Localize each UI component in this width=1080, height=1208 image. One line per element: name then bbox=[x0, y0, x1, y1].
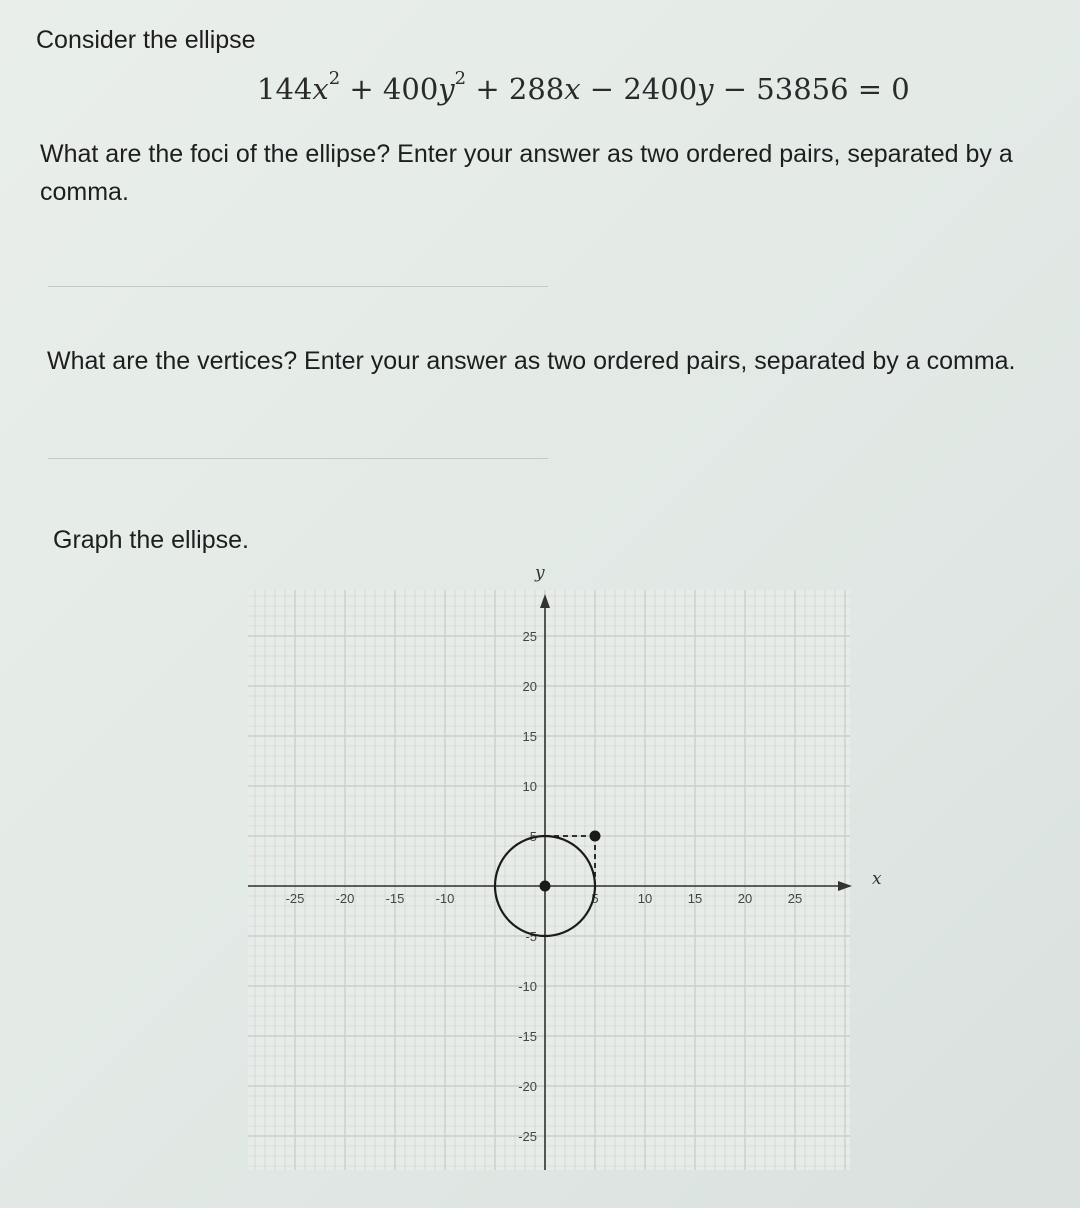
eq-var-2: y bbox=[438, 72, 455, 106]
center-point[interactable] bbox=[540, 881, 551, 892]
eq-var-3: x bbox=[564, 72, 581, 106]
x-tick-label: -25 bbox=[285, 891, 305, 906]
eq-var-1: x bbox=[312, 72, 329, 106]
eq-coef-2: 400 bbox=[382, 72, 439, 106]
eq-coef-3: 288 bbox=[508, 72, 565, 106]
x-tick-label: -15 bbox=[385, 891, 405, 906]
x-tick-label: 20 bbox=[737, 891, 753, 906]
x-axis-label: x bbox=[872, 869, 882, 889]
vertices-question: What are the vertices? Enter your answer as two ordered pairs, separated by a comma. bbox=[47, 347, 1016, 375]
y-tick-label: 20 bbox=[522, 679, 537, 694]
foci-question: What are the foci of the ellipse? Enter your answer as two ordered pairs, separated by a comma. bbox=[40, 140, 1013, 206]
eq-exp-2: 2 bbox=[454, 68, 467, 90]
eq-const: 53856 bbox=[756, 72, 849, 106]
eq-op-4: − bbox=[713, 72, 757, 106]
y-tick-label: 25 bbox=[522, 629, 537, 644]
eq-op-2: + bbox=[466, 72, 509, 106]
handle-point[interactable] bbox=[590, 831, 601, 842]
x-tick-label: -20 bbox=[335, 891, 355, 906]
y-tick-label: -10 bbox=[518, 979, 537, 994]
graph-instruction: Graph the ellipse. bbox=[53, 526, 249, 554]
y-tick-label: -20 bbox=[518, 1079, 537, 1094]
y-tick-label: 10 bbox=[522, 779, 537, 794]
eq-exp-1: 2 bbox=[328, 68, 341, 90]
eq-var-4: y bbox=[697, 72, 714, 106]
x-tick-label: 5 bbox=[591, 891, 599, 906]
x-tick-label: 10 bbox=[637, 891, 653, 906]
y-tick-label: -5 bbox=[525, 929, 537, 944]
x-tick-label: 25 bbox=[787, 891, 803, 906]
eq-coef-4: 2400 bbox=[623, 72, 698, 106]
y-tick-label: -15 bbox=[518, 1029, 537, 1044]
eq-op-1: + bbox=[340, 72, 383, 106]
eq-coef-1: 144 bbox=[257, 72, 313, 106]
y-tick-label: 15 bbox=[522, 729, 537, 744]
intro-text: Consider the ellipse bbox=[36, 26, 256, 54]
eq-op-3: − bbox=[580, 72, 624, 106]
x-tick-label: -10 bbox=[435, 891, 455, 906]
y-tick-label: -25 bbox=[518, 1129, 537, 1144]
eq-equals: = 0 bbox=[848, 72, 910, 106]
x-tick-label: 15 bbox=[687, 891, 703, 906]
y-tick-label: 5 bbox=[529, 829, 537, 844]
y-axis-label: y bbox=[535, 563, 545, 583]
plot-background bbox=[248, 590, 850, 1170]
